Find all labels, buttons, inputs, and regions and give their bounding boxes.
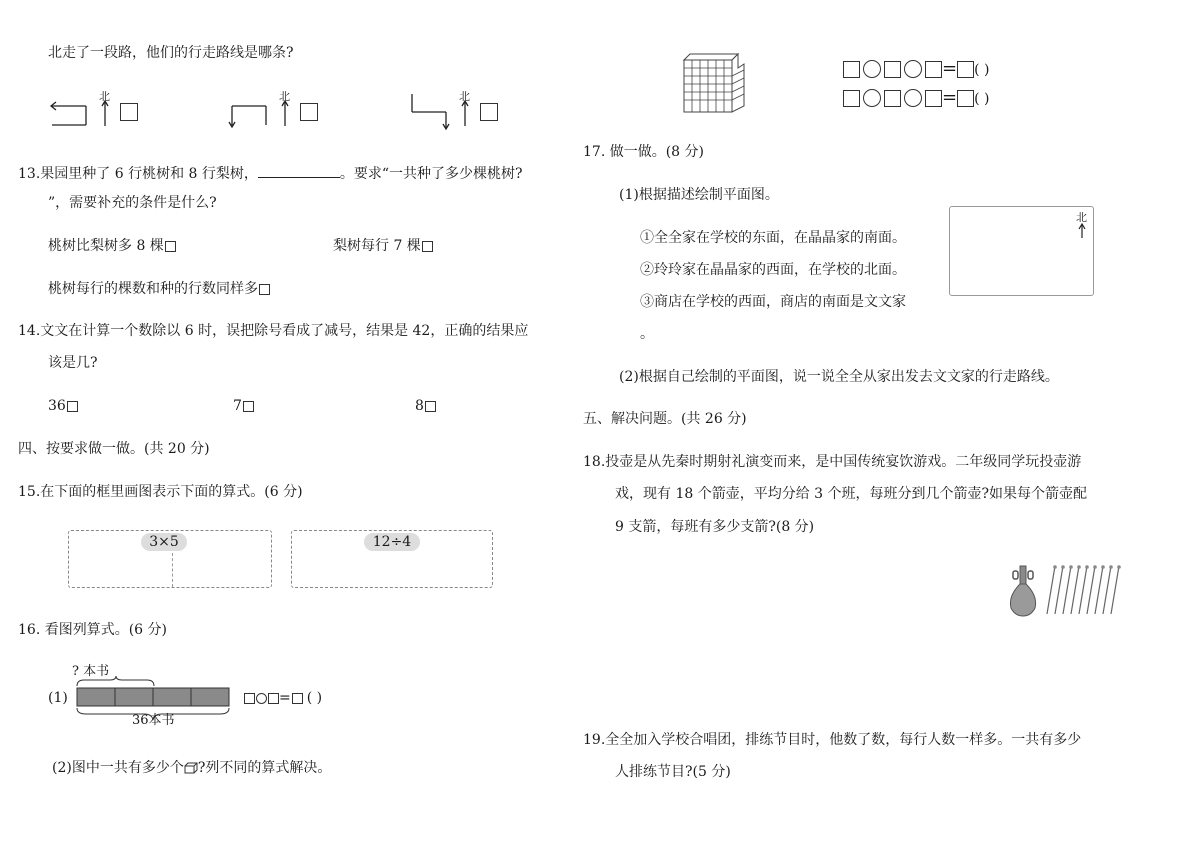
q14-line2: 该是几? xyxy=(48,355,98,371)
q19-line1: 19.全全加入学校合唱团，排练节目时，他数了数，每行人数一样多。一共有多少 xyxy=(583,732,1082,748)
operator-circle[interactable] xyxy=(863,89,881,107)
north-label: 北 xyxy=(459,90,470,103)
q15-text: 15.在下面的框里画图表示下面的算式。(6 分) xyxy=(18,484,303,500)
pot-and-arrows-figure xyxy=(1003,562,1128,618)
answer-box[interactable] xyxy=(925,90,942,107)
unit-paren: ( ) xyxy=(306,690,323,706)
north-label: 北 xyxy=(1076,211,1087,224)
q12-text-tail: 北走了一段路，他们的行走路线是哪条? xyxy=(48,45,294,61)
q13-line1 xyxy=(18,163,523,183)
north-arrow-icon xyxy=(1078,223,1086,239)
answer-box[interactable] xyxy=(957,61,974,78)
checkbox[interactable] xyxy=(259,284,270,295)
answer-box[interactable] xyxy=(925,61,942,78)
answer-box[interactable] xyxy=(480,103,498,121)
q18-line1: 18.投壶是从先秦时期射礼演变而来，是中国传统宴饮游戏。二年级同学玩投壶游 xyxy=(583,454,1082,470)
checkbox[interactable] xyxy=(425,401,436,412)
q16-top-label: ? 本书 xyxy=(72,664,110,679)
operator-circle[interactable] xyxy=(863,60,881,78)
expr-label-1: 3×5 xyxy=(141,533,187,551)
q16-bottom-label: 36本书 xyxy=(132,713,175,728)
north-label: 北 xyxy=(99,90,110,103)
answer-box[interactable] xyxy=(268,693,279,704)
answer-box[interactable] xyxy=(300,103,318,121)
arrow-tips xyxy=(1053,565,1121,569)
answer-box[interactable] xyxy=(120,103,138,121)
q17-part2: (2)根据自己绘制的平面图，说一说全全从家出发去文文家的行走路线。 xyxy=(619,369,1059,385)
q13-option-b[interactable]: 梨树每行 7 棵 xyxy=(333,237,433,255)
q13-text-b: 。要求“一共种了多少棵桃树? xyxy=(339,166,523,182)
q13-option-a[interactable]: 桃树比梨树多 8 棵 xyxy=(48,237,176,255)
q17-item3: ③商店在学校的西面，商店的南面是文文家 xyxy=(640,294,906,310)
checkbox[interactable] xyxy=(243,401,254,412)
q17-item3-end: 。 xyxy=(640,326,654,342)
checkbox[interactable] xyxy=(422,241,433,252)
q14-option-a[interactable]: 36 xyxy=(48,397,78,415)
q13-blank[interactable] xyxy=(258,163,340,178)
section-4-heading: 四、按要求做一做。(共 20 分) xyxy=(18,441,210,457)
q14-option-b[interactable]: 7 xyxy=(233,397,254,415)
q13-option-c[interactable]: 桃树每行的棵数和种的行数同样多 xyxy=(48,280,270,298)
q16-equation[interactable]: = ( ) xyxy=(243,689,322,707)
answer-box[interactable] xyxy=(957,90,974,107)
q17-item1: ①全全家在学校的东面，在晶晶家的南面。 xyxy=(640,230,906,246)
answer-box[interactable] xyxy=(843,90,860,107)
q19-line2: 人排练节目?(5 分) xyxy=(615,764,731,780)
route-option-c[interactable] xyxy=(408,88,508,134)
operator-circle[interactable] xyxy=(904,89,922,107)
answer-box[interactable] xyxy=(884,61,901,78)
equation-row-2[interactable]: = ( ) xyxy=(843,87,989,110)
arrows-icon xyxy=(1047,566,1119,614)
q16-part2: (2)图中一共有多少个 ?列不同的算式解决。 xyxy=(52,760,332,776)
unit-paren: ( ) xyxy=(974,91,990,107)
q17-text: 17. 做一做。(8 分) xyxy=(583,144,704,160)
cube-icon xyxy=(184,762,198,774)
equation-row-1[interactable]: = ( ) xyxy=(843,58,989,81)
q17-item2: ②玲玲家在晶晶家的西面，在学校的北面。 xyxy=(640,262,906,278)
expr-label-2: 12÷4 xyxy=(364,533,420,551)
route-option-a[interactable] xyxy=(48,88,148,134)
q16-part1-label: (1) xyxy=(48,690,68,706)
q14-option-c[interactable]: 8 xyxy=(415,397,436,415)
answer-box[interactable] xyxy=(292,693,303,704)
pot-icon xyxy=(1010,566,1035,616)
north-label: 北 xyxy=(279,90,290,103)
answer-box[interactable] xyxy=(884,90,901,107)
divider xyxy=(172,553,173,587)
q13-text-a: 13.果园里种了 6 行桃树和 8 行梨树， xyxy=(18,166,258,182)
answer-box[interactable] xyxy=(843,61,860,78)
answer-box[interactable] xyxy=(244,693,255,704)
q18-line2: 戏，现有 18 个箭壶，平均分给 3 个班，每班分到几个箭壶?如果每个箭壶配 xyxy=(615,486,1088,502)
section-5-heading: 五、解决问题。(共 26 分) xyxy=(583,411,747,427)
map-drawing-area[interactable] xyxy=(949,206,1094,296)
checkbox[interactable] xyxy=(67,401,78,412)
q13-line2: ”，需要补充的条件是什么? xyxy=(48,195,217,211)
route-option-b[interactable] xyxy=(228,88,328,134)
q17-part1: (1)根据描述绘制平面图。 xyxy=(619,187,779,203)
operator-circle[interactable] xyxy=(256,693,267,704)
checkbox[interactable] xyxy=(165,241,176,252)
operator-circle[interactable] xyxy=(904,60,922,78)
q18-line3: 9 支箭，每班有多少支箭?(8 分) xyxy=(615,519,815,535)
q14-line1: 14.文文在计算一个数除以 6 时，误把除号看成了减号，结果是 42，正确的结果应 xyxy=(18,323,529,339)
cube-stack-figure xyxy=(682,50,748,114)
q16-text: 16. 看图列算式。(6 分) xyxy=(18,622,167,638)
unit-paren: ( ) xyxy=(974,62,990,78)
